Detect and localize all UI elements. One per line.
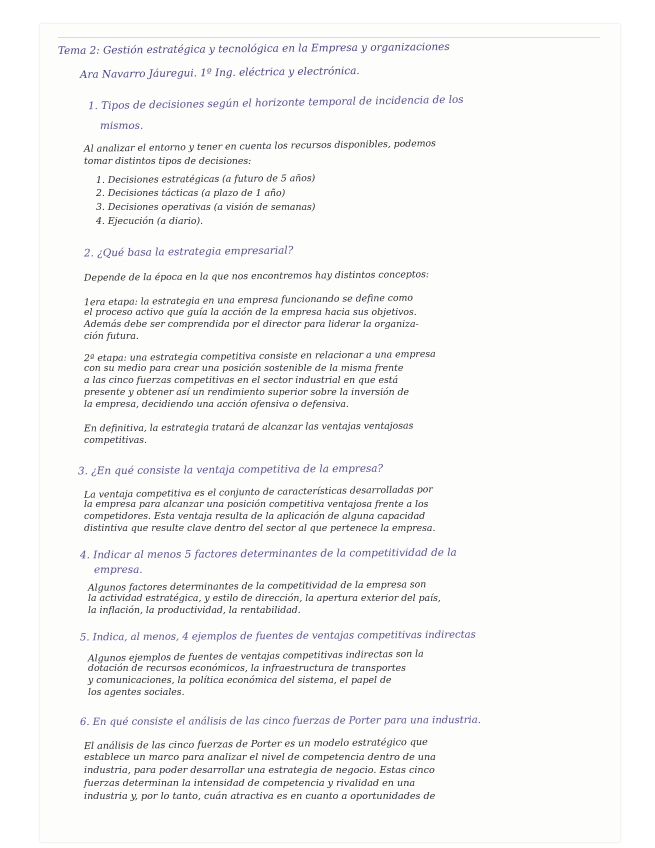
answer-6-line: fuerzas determinan la intensidad de competencia y rivalidad en una — [84, 778, 416, 789]
question-5: 5. Indica, al menos, 4 ejemplos de fuentes de ventajas competitivas indirectas — [79, 629, 476, 644]
answer-5-line: dotación de recursos económicos, la infraestructura de transportes — [88, 663, 406, 674]
decision-item: 1. Decisiones estratégicas (a futuro de 5 años) — [95, 173, 316, 186]
answer-6-line: industria y, por lo tanto, cuán atractiva es en cuanto a oportunidades de — [84, 791, 436, 802]
answer-2-line: 2ª etapa: una estrategia competitiva consiste en relacionar a una empresa — [83, 348, 436, 365]
answer-6-line: establece un marco para analizar el nivel de competencia dentro de una — [84, 752, 436, 763]
answer-4-line: Algunos factores determinantes de la competitividad de la empresa son — [87, 579, 427, 594]
answer-5-line: los agentes sociales. — [88, 687, 185, 698]
question-3: 3. ¿En qué consiste la ventaja competitiva de la empresa? — [77, 462, 384, 478]
answer-2-line: con su medio para crear una posición sostenible de la misma frente — [84, 363, 404, 374]
answer-2-line: la empresa, decidiendo una acción ofensiva o defensiva. — [84, 399, 349, 410]
decision-item: 2. Decisiones tácticas (a plazo de 1 año) — [96, 188, 286, 199]
answer-4-line: la actividad estratégica, y estilo de dirección, la apertura exterior del país, — [88, 593, 441, 604]
question-1-cont: mismos. — [100, 120, 144, 132]
answer-2-line: competitivas. — [84, 435, 148, 446]
question-4-cont: empresa. — [94, 564, 143, 576]
author-line: Ara Navarro Jáuregui. 1º Ing. eléctrica y electrónica. — [79, 65, 360, 81]
answer-2-line: 1era etapa: la estrategia en una empresa funcionando se define como — [83, 292, 414, 309]
answer-2-line: En definitiva, la estrategia tratará de alcanzar las ventajas ventajosas — [83, 420, 414, 435]
answer-1-line: Al analizar el entorno y tener en cuenta los recursos disponibles, podemos — [83, 138, 436, 155]
answer-6-line: industria, para poder desarrollar una estrategia de negocio. Estas cinco — [84, 765, 435, 776]
answer-5-line: y comunicaciones, la política económica del sistema, el papel de — [88, 675, 392, 686]
answer-6-line: El análisis de las cinco fuerzas de Porter es un modelo estratégico que — [83, 736, 428, 753]
answer-3-line: La ventaja competitiva es el conjunto de características desarrolladas por — [83, 484, 433, 501]
answer-2-line: el proceso activo que guía la acción de la empresa hacia sus objetivos. — [84, 307, 417, 318]
answer-3-line: distintiva que resulte clave dentro del sector al que pertenece la empresa. — [84, 523, 436, 534]
decision-item: 4. Ejecución (a diario). — [96, 216, 204, 227]
answer-2-line: Depende de la época en la que nos encontremos hay distintos conceptos: — [83, 269, 430, 284]
answer-2-line: Además debe ser comprendida por el director para liderar la organiza- — [84, 319, 419, 330]
answer-1-line: tomar distintos tipos de decisiones: — [84, 156, 252, 167]
decision-item: 3. Decisiones operativas (a visión de semanas) — [96, 202, 316, 213]
answer-3-line: competidores. Esta ventaja resulta de la aplicación de alguna capacidad — [84, 511, 426, 522]
answer-5-line: Algunos ejemplos de fuentes de ventajas competitivas indirectas son la — [87, 648, 424, 665]
question-6: 6. En qué consiste el análisis de las cinco fuerzas de Porter para una industria. — [79, 714, 481, 729]
answer-4-line: la inflación, la productividad, la rentabilidad. — [88, 605, 301, 616]
answer-2-line: ción futura. — [84, 331, 139, 342]
margin-line — [58, 37, 600, 38]
question-2: 2. ¿Qué basa la estrategia empresarial? — [83, 244, 294, 260]
question-1: 1. Tipos de decisiones según el horizonte temporal de incidencia de los — [87, 93, 464, 113]
answer-2-line: a las cinco fuerzas competitivas en el sector industrial en que está — [84, 375, 398, 386]
document-title: Tema 2: Gestión estratégica y tecnológica en la Empresa y organizaciones — [57, 40, 450, 58]
answer-2-line: presente y obtener así un rendimiento superior sobre la inversión de — [84, 387, 410, 398]
answer-3-line: la empresa para alcanzar una posición competitiva ventajosa frente a los — [84, 499, 429, 510]
question-4: 4. Indicar al menos 5 factores determinantes de la competitividad de la — [79, 546, 457, 562]
